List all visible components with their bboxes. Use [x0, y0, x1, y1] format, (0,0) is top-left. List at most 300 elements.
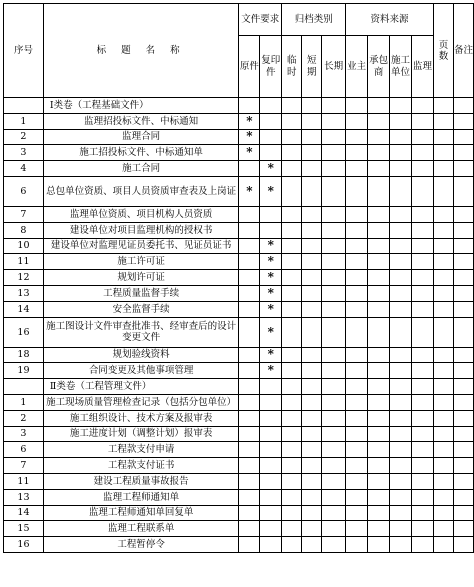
empty-cell	[346, 98, 368, 114]
original-mark	[239, 442, 260, 458]
table-row	[4, 458, 474, 474]
empty-cell	[433, 270, 453, 286]
empty-cell	[302, 161, 322, 177]
row-number: 4	[4, 161, 44, 177]
empty-cell	[368, 379, 390, 395]
row-number: 6	[4, 442, 44, 458]
empty-cell	[390, 347, 412, 363]
table-row	[4, 301, 474, 317]
empty-cell	[433, 317, 453, 347]
table-row	[4, 285, 474, 301]
empty-cell	[433, 113, 453, 129]
row-number: 7	[4, 458, 44, 474]
empty-cell	[368, 426, 390, 442]
row-title: 建设单位对监理见证员委托书、见证员证书	[43, 238, 238, 254]
empty-cell	[346, 458, 368, 474]
empty-cell	[453, 145, 473, 161]
table-row	[4, 176, 474, 206]
empty-cell	[302, 363, 322, 379]
empty-cell	[322, 317, 346, 347]
table-row	[4, 254, 474, 270]
empty-cell	[322, 442, 346, 458]
table-row	[4, 537, 474, 553]
empty-cell	[282, 410, 302, 426]
copy-mark	[260, 222, 282, 238]
empty-cell	[453, 317, 473, 347]
empty-cell	[368, 442, 390, 458]
copy-mark: *	[260, 270, 282, 286]
empty-cell	[368, 347, 390, 363]
header-supervision: 监理	[412, 36, 434, 98]
table-row	[4, 206, 474, 222]
empty-cell	[433, 489, 453, 505]
row-number: 12	[4, 270, 44, 286]
header-pages: 页数	[433, 4, 453, 98]
original-mark	[239, 363, 260, 379]
copy-mark: *	[260, 301, 282, 317]
empty-cell	[453, 129, 473, 145]
row-number: 14	[4, 301, 44, 317]
empty-cell	[282, 270, 302, 286]
empty-cell	[368, 489, 390, 505]
empty-cell	[346, 161, 368, 177]
row-title: 建设工程质量事故报告	[43, 473, 238, 489]
empty-cell	[302, 410, 322, 426]
empty-cell	[453, 161, 473, 177]
row-number: 8	[4, 222, 44, 238]
empty-cell	[282, 363, 302, 379]
empty-cell	[453, 537, 473, 553]
empty-cell	[433, 537, 453, 553]
empty-cell	[346, 129, 368, 145]
row-title: 规划许可证	[43, 270, 238, 286]
header-title: 标 题 名 称	[43, 4, 238, 98]
empty-cell	[390, 489, 412, 505]
row-number: 13	[4, 489, 44, 505]
empty-cell	[390, 317, 412, 347]
original-mark	[239, 238, 260, 254]
row-title: 施工许可证	[43, 254, 238, 270]
empty-cell	[282, 238, 302, 254]
empty-cell	[453, 458, 473, 474]
empty-cell	[433, 363, 453, 379]
table-row	[4, 347, 474, 363]
empty-cell	[412, 238, 434, 254]
empty-cell	[368, 458, 390, 474]
header-short-term: 短期	[302, 36, 322, 98]
row-title: 工程款支付申请	[43, 442, 238, 458]
section-row	[4, 379, 474, 395]
empty-cell	[412, 129, 434, 145]
empty-cell	[282, 222, 302, 238]
empty-cell	[433, 129, 453, 145]
row-number: 14	[4, 505, 44, 521]
empty-cell	[390, 176, 412, 206]
empty-cell	[368, 129, 390, 145]
empty-cell	[322, 410, 346, 426]
empty-cell	[390, 394, 412, 410]
empty-cell	[412, 254, 434, 270]
empty-cell	[390, 254, 412, 270]
row-number: 1	[4, 394, 44, 410]
empty-cell	[433, 379, 453, 395]
empty-cell	[390, 145, 412, 161]
original-mark	[239, 537, 260, 553]
empty-cell	[412, 442, 434, 458]
row-number: 18	[4, 347, 44, 363]
empty-cell	[282, 489, 302, 505]
empty-cell	[433, 301, 453, 317]
empty-cell	[346, 270, 368, 286]
table-row	[4, 238, 474, 254]
empty-cell	[322, 489, 346, 505]
empty-cell	[412, 363, 434, 379]
empty-cell	[433, 145, 453, 161]
row-number: 6	[4, 176, 44, 206]
empty-cell	[302, 113, 322, 129]
empty-cell	[322, 301, 346, 317]
row-number: 7	[4, 206, 44, 222]
empty-cell	[390, 521, 412, 537]
row-number: 2	[4, 129, 44, 145]
empty-cell	[322, 394, 346, 410]
empty-cell	[433, 222, 453, 238]
empty-cell	[346, 442, 368, 458]
empty-cell	[412, 458, 434, 474]
empty-cell	[390, 410, 412, 426]
copy-mark	[260, 473, 282, 489]
copy-mark	[260, 206, 282, 222]
empty-cell	[282, 537, 302, 553]
empty-cell	[302, 222, 322, 238]
empty-cell	[322, 98, 346, 114]
empty-cell	[453, 98, 473, 114]
row-number: 16	[4, 317, 44, 347]
copy-mark: *	[260, 161, 282, 177]
copy-mark	[260, 505, 282, 521]
empty-cell	[453, 238, 473, 254]
copy-mark	[260, 426, 282, 442]
empty-cell	[322, 473, 346, 489]
copy-mark: *	[260, 347, 282, 363]
empty-cell	[412, 473, 434, 489]
empty-cell	[412, 410, 434, 426]
original-mark: *	[239, 176, 260, 206]
empty-cell	[390, 270, 412, 286]
empty-cell	[453, 285, 473, 301]
empty-cell	[412, 347, 434, 363]
empty-cell	[302, 238, 322, 254]
empty-cell	[322, 270, 346, 286]
copy-mark: *	[260, 254, 282, 270]
section-no-cell	[4, 379, 44, 395]
empty-cell	[346, 238, 368, 254]
table-row	[4, 270, 474, 286]
table-row	[4, 489, 474, 505]
original-mark: *	[239, 145, 260, 161]
row-title: 施工图设计文件审查批准书、经审查后的设计变更文件	[43, 317, 238, 347]
original-mark	[239, 521, 260, 537]
original-mark	[239, 394, 260, 410]
empty-cell	[346, 176, 368, 206]
empty-cell	[260, 98, 282, 114]
empty-cell	[368, 270, 390, 286]
copy-mark	[260, 145, 282, 161]
table-row	[4, 410, 474, 426]
original-mark	[239, 505, 260, 521]
empty-cell	[453, 426, 473, 442]
original-mark	[239, 161, 260, 177]
row-title: 施工组织设计、技术方案及报审表	[43, 410, 238, 426]
row-title: 合同变更及其他事项管理	[43, 363, 238, 379]
empty-cell	[322, 176, 346, 206]
table-row	[4, 222, 474, 238]
empty-cell	[433, 206, 453, 222]
section-row	[4, 98, 474, 114]
empty-cell	[412, 222, 434, 238]
empty-cell	[412, 285, 434, 301]
empty-cell	[346, 285, 368, 301]
empty-cell	[453, 410, 473, 426]
empty-cell	[302, 379, 322, 395]
empty-cell	[322, 379, 346, 395]
table-row	[4, 473, 474, 489]
empty-cell	[282, 161, 302, 177]
empty-cell	[368, 285, 390, 301]
empty-cell	[302, 98, 322, 114]
empty-cell	[282, 285, 302, 301]
empty-cell	[322, 285, 346, 301]
empty-cell	[282, 113, 302, 129]
table-row	[4, 317, 474, 347]
row-title: 施工进度计划（调整计划）报审表	[43, 426, 238, 442]
empty-cell	[302, 347, 322, 363]
empty-cell	[453, 394, 473, 410]
empty-cell	[346, 113, 368, 129]
empty-cell	[282, 442, 302, 458]
empty-cell	[433, 410, 453, 426]
original-mark	[239, 473, 260, 489]
empty-cell	[239, 379, 260, 395]
row-title: 监理工程联系单	[43, 521, 238, 537]
empty-cell	[433, 473, 453, 489]
original-mark: *	[239, 129, 260, 145]
empty-cell	[322, 521, 346, 537]
header-remarks: 备注	[453, 4, 473, 98]
header-no: 序号	[4, 4, 44, 98]
copy-mark	[260, 113, 282, 129]
row-number: 13	[4, 285, 44, 301]
empty-cell	[322, 254, 346, 270]
row-title: 工程质量监督手续	[43, 285, 238, 301]
row-number: 11	[4, 473, 44, 489]
empty-cell	[368, 363, 390, 379]
row-number: 1	[4, 113, 44, 129]
empty-cell	[453, 301, 473, 317]
empty-cell	[433, 254, 453, 270]
empty-cell	[282, 458, 302, 474]
original-mark	[239, 270, 260, 286]
row-title: 工程款支付证书	[43, 458, 238, 474]
empty-cell	[368, 113, 390, 129]
empty-cell	[346, 145, 368, 161]
empty-cell	[412, 176, 434, 206]
empty-cell	[302, 285, 322, 301]
original-mark	[239, 206, 260, 222]
copy-mark: *	[260, 317, 282, 347]
copy-mark: *	[260, 238, 282, 254]
empty-cell	[322, 161, 346, 177]
empty-cell	[390, 238, 412, 254]
section-no-cell	[4, 98, 44, 114]
copy-mark: *	[260, 363, 282, 379]
row-number: 19	[4, 363, 44, 379]
row-title: 总包单位资质、项目人员资质审查表及上岗证	[43, 176, 238, 206]
empty-cell	[302, 489, 322, 505]
empty-cell	[368, 161, 390, 177]
empty-cell	[302, 473, 322, 489]
table-row	[4, 161, 474, 177]
empty-cell	[453, 473, 473, 489]
empty-cell	[412, 301, 434, 317]
empty-cell	[412, 206, 434, 222]
empty-cell	[346, 347, 368, 363]
empty-cell	[390, 161, 412, 177]
empty-cell	[346, 426, 368, 442]
empty-cell	[302, 129, 322, 145]
row-title: 安全监督手续	[43, 301, 238, 317]
empty-cell	[302, 426, 322, 442]
empty-cell	[412, 379, 434, 395]
empty-cell	[282, 145, 302, 161]
empty-cell	[453, 379, 473, 395]
header-long-term: 长期	[322, 36, 346, 98]
empty-cell	[433, 505, 453, 521]
table-row	[4, 505, 474, 521]
empty-cell	[390, 473, 412, 489]
empty-cell	[433, 521, 453, 537]
empty-cell	[302, 394, 322, 410]
original-mark	[239, 458, 260, 474]
empty-cell	[282, 98, 302, 114]
empty-cell	[412, 521, 434, 537]
empty-cell	[282, 176, 302, 206]
copy-mark	[260, 129, 282, 145]
row-title: 工程暂停令	[43, 537, 238, 553]
empty-cell	[433, 161, 453, 177]
empty-cell	[346, 505, 368, 521]
empty-cell	[368, 521, 390, 537]
header-contractor: 承包商	[368, 36, 390, 98]
empty-cell	[412, 270, 434, 286]
empty-cell	[412, 113, 434, 129]
original-mark	[239, 489, 260, 505]
header-original: 原件	[239, 36, 260, 98]
row-number: 15	[4, 521, 44, 537]
table-body	[4, 98, 474, 553]
copy-mark: *	[260, 176, 282, 206]
table-row	[4, 442, 474, 458]
empty-cell	[282, 426, 302, 442]
empty-cell	[368, 206, 390, 222]
empty-cell	[390, 458, 412, 474]
empty-cell	[390, 505, 412, 521]
empty-cell	[453, 222, 473, 238]
empty-cell	[390, 113, 412, 129]
empty-cell	[302, 176, 322, 206]
empty-cell	[239, 98, 260, 114]
row-title: 规划验线资料	[43, 347, 238, 363]
empty-cell	[282, 521, 302, 537]
row-title: 施工现场质量管理检查记录（包括分包单位）	[43, 394, 238, 410]
row-title: 施工合同	[43, 161, 238, 177]
table-row	[4, 129, 474, 145]
empty-cell	[453, 206, 473, 222]
empty-cell	[390, 206, 412, 222]
empty-cell	[368, 222, 390, 238]
original-mark	[239, 222, 260, 238]
empty-cell	[322, 347, 346, 363]
empty-cell	[368, 98, 390, 114]
empty-cell	[302, 442, 322, 458]
empty-cell	[368, 176, 390, 206]
copy-mark	[260, 489, 282, 505]
empty-cell	[282, 301, 302, 317]
empty-cell	[302, 270, 322, 286]
empty-cell	[282, 206, 302, 222]
copy-mark	[260, 394, 282, 410]
empty-cell	[282, 379, 302, 395]
empty-cell	[322, 505, 346, 521]
section-title: Ⅰ类卷（工程基础文件）	[43, 98, 238, 114]
row-title: 监理单位资质、项目机构人员资质	[43, 206, 238, 222]
copy-mark	[260, 442, 282, 458]
empty-cell	[346, 363, 368, 379]
original-mark	[239, 254, 260, 270]
original-mark	[239, 347, 260, 363]
row-number: 10	[4, 238, 44, 254]
header-document-requirement: 文件要求	[239, 4, 282, 36]
section-title: Ⅱ类卷（工程管理文件）	[43, 379, 238, 395]
empty-cell	[322, 458, 346, 474]
header-temporary: 临时	[282, 36, 302, 98]
empty-cell	[302, 521, 322, 537]
empty-cell	[346, 301, 368, 317]
empty-cell	[302, 505, 322, 521]
original-mark	[239, 285, 260, 301]
empty-cell	[302, 254, 322, 270]
empty-cell	[453, 505, 473, 521]
table-row	[4, 394, 474, 410]
empty-cell	[322, 238, 346, 254]
original-mark	[239, 410, 260, 426]
empty-cell	[368, 317, 390, 347]
empty-cell	[390, 426, 412, 442]
row-number: 16	[4, 537, 44, 553]
row-number: 3	[4, 145, 44, 161]
empty-cell	[390, 363, 412, 379]
empty-cell	[368, 254, 390, 270]
empty-cell	[433, 347, 453, 363]
empty-cell	[368, 238, 390, 254]
empty-cell	[282, 317, 302, 347]
empty-cell	[346, 379, 368, 395]
empty-cell	[433, 394, 453, 410]
empty-cell	[368, 301, 390, 317]
empty-cell	[412, 394, 434, 410]
row-number: 2	[4, 410, 44, 426]
empty-cell	[302, 317, 322, 347]
